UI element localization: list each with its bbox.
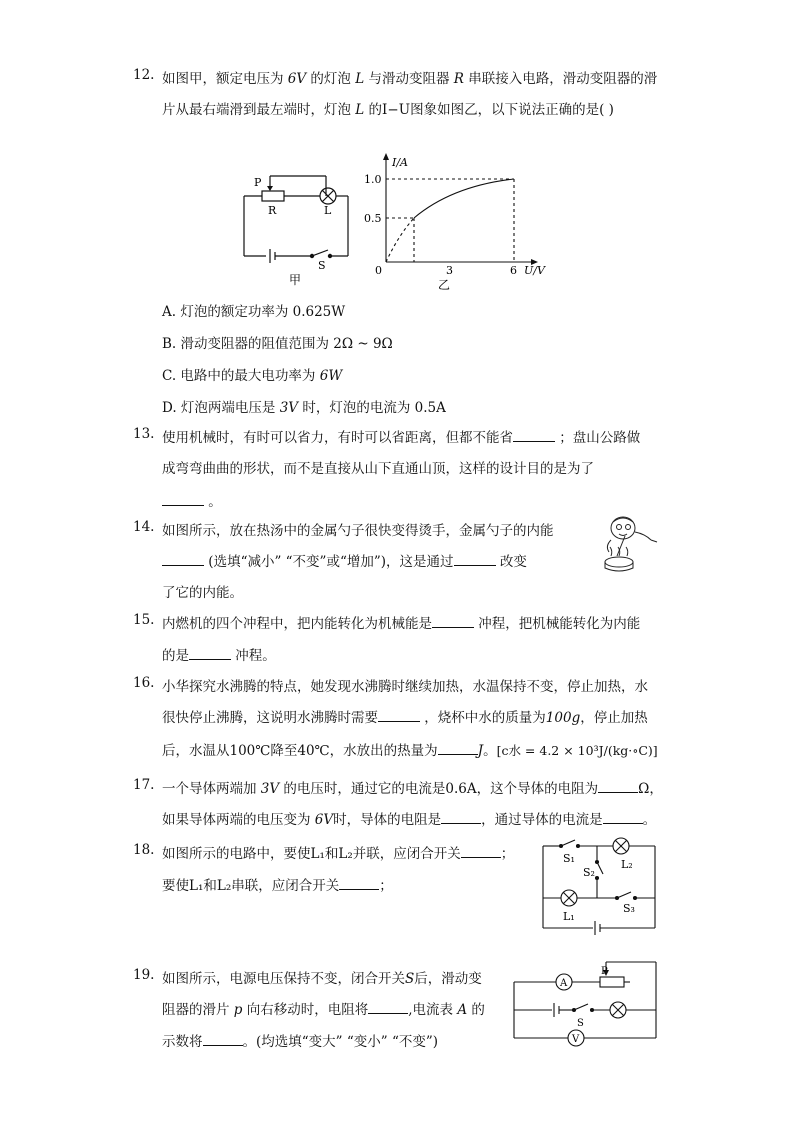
x-axis-label: U/V xyxy=(524,264,545,277)
slider-arrow-icon xyxy=(267,186,273,191)
circuit-diagram-jia xyxy=(236,170,356,290)
voltmeter-label: V xyxy=(572,1034,580,1045)
label-s2: S₂ xyxy=(583,866,595,879)
label-s1: S₁ xyxy=(563,852,575,865)
option-d: D. 灯泡两端电压是 3V 时，灯泡的电流为 0.5A xyxy=(162,400,446,416)
label-p: P xyxy=(254,176,262,189)
ammeter-label: A xyxy=(560,978,568,989)
question-number: 18. xyxy=(133,842,155,858)
y-tick-0.5: 0.5 xyxy=(364,212,382,225)
x-tick-0: 0 xyxy=(375,264,382,277)
iu-graph-yi xyxy=(362,150,562,290)
question-number: 16. xyxy=(133,675,155,691)
y-tick-1.0: 1.0 xyxy=(364,173,382,186)
option-a: A. 灯泡的额定功率为 0.625W xyxy=(162,304,346,320)
question-number: 17. xyxy=(133,777,155,793)
question-number: 13. xyxy=(133,426,155,442)
answer-blank[interactable] xyxy=(339,877,379,890)
y-axis-arrow-icon xyxy=(383,153,389,160)
answer-blank[interactable] xyxy=(461,845,501,858)
figure-caption-jia: 甲 xyxy=(289,273,302,287)
question-text-line: 后，水温从100℃降至40℃，水放出的热量为 J。[c水 = 4.2 × 10³J/(kg·∘C)] xyxy=(162,743,658,759)
question-text-line: 阻器的滑片 p 向右移动时，电阻将 ,电流表 A 的 xyxy=(162,1002,485,1018)
x-tick-6: 6 xyxy=(510,264,517,277)
question-text-line: 小华探究水沸腾的特点，她发现水沸腾时继续加热，水温保持不变，停止加热，水 xyxy=(162,679,648,695)
answer-blank[interactable] xyxy=(189,647,231,660)
answer-blank[interactable] xyxy=(454,553,496,566)
question-text-line: 很快停止沸腾，这说明水沸腾时需要 ，烧杯中水的质量为100g，停止加热 xyxy=(162,710,648,726)
person-with-hot-spoon-illustration xyxy=(597,512,661,574)
x-tick-3: 3 xyxy=(446,264,453,277)
answer-blank[interactable] xyxy=(438,742,478,755)
switch-label-s: S xyxy=(577,1018,584,1029)
question-text-line: 内燃机的四个冲程中，把内能转化为机械能是 冲程，把机械能转化为内能 xyxy=(162,616,641,632)
iu-curve-solid xyxy=(414,179,514,218)
question-number: 15. xyxy=(133,612,155,628)
figure-caption-yi: 乙 xyxy=(438,278,451,290)
answer-blank[interactable] xyxy=(203,1033,243,1046)
question-text-line: 如果导体两端的电压变为 6V时，导体的电阻是 ，通过导体的电流是 。 xyxy=(162,812,657,828)
question-number: 12. xyxy=(133,67,155,83)
iu-curve-dashed xyxy=(386,218,414,262)
slider-label-p: P xyxy=(601,966,608,977)
answer-blank[interactable] xyxy=(598,780,638,793)
question-text-line: 如图所示，电源电压保持不变，闭合开关S后，滑动变 xyxy=(162,971,482,987)
question-text-line: 的是 冲程。 xyxy=(162,648,276,664)
question-text-line: 片从最右端滑到最左端时，灯泡 L 的I−U图象如图乙，以下说法正确的是( ) xyxy=(162,102,614,118)
circuit-diagram-q19 xyxy=(508,958,664,1048)
specific-heat-formula: [c水 = 4.2 × 10³J/(kg·∘C)] xyxy=(496,743,658,758)
answer-blank[interactable] xyxy=(162,493,204,506)
question-text-line: 如图所示，放在热汤中的金属勺子很快变得烫手，金属勺子的内能 xyxy=(162,523,554,539)
question-number: 19. xyxy=(133,967,155,983)
answer-blank[interactable] xyxy=(603,811,643,824)
label-l: L xyxy=(324,204,332,217)
question-text-line: 如图所示的电路中，要使L₁和L₂并联，应闭合开关 ； xyxy=(162,846,515,862)
circuit-diagram-q18 xyxy=(535,834,663,942)
question-text-line: 一个导体两端加 3V 的电压时，通过它的电流是0.6A，这个导体的电阻为 Ω， xyxy=(162,781,663,797)
answer-blank[interactable] xyxy=(441,811,481,824)
answer-blank[interactable] xyxy=(368,1001,408,1014)
option-c: C. 电路中的最大电功率为 6W xyxy=(162,368,343,384)
question-text-line: 了它的内能。 xyxy=(162,585,243,601)
label-r: R xyxy=(268,204,277,217)
answer-blank[interactable] xyxy=(432,615,474,628)
question-text-line: (选填“减小” “不变”或“增加”)，这是通过 改变 xyxy=(162,550,527,570)
label-s: S xyxy=(318,259,326,272)
question-text-line: 要使L₁和L₂串联，应闭合开关 ； xyxy=(162,878,393,894)
label-l2: L₂ xyxy=(621,858,633,871)
label-s3: S₃ xyxy=(623,902,635,915)
question-text-line: 成弯弯曲曲的形状，而不是直接从山下直通山顶，这样的设计目的是为了 xyxy=(162,461,594,477)
answer-blank[interactable] xyxy=(378,709,420,722)
question-text-line: 如图甲，额定电压为 6V 的灯泡 L 与滑动变阻器 R 串联接入电路，滑动变阻器的滑 xyxy=(162,71,658,87)
question-text-line: 示数将 。(均选填“变大” “变小” “不变”) xyxy=(162,1034,439,1050)
question-number: 14. xyxy=(133,519,155,535)
label-l1: L₁ xyxy=(563,910,575,923)
answer-blank[interactable] xyxy=(513,429,555,442)
answer-blank[interactable] xyxy=(162,553,204,566)
question-text-line: 。 xyxy=(162,490,222,510)
y-axis-label: I/A xyxy=(392,156,408,169)
option-b: B. 滑动变阻器的阻值范围为 2Ω ~ 9Ω xyxy=(162,336,393,352)
question-text-line: 使用机械时，有时可以省力，有时可以省距离，但都不能省 ；盘山公路做 xyxy=(162,430,641,446)
